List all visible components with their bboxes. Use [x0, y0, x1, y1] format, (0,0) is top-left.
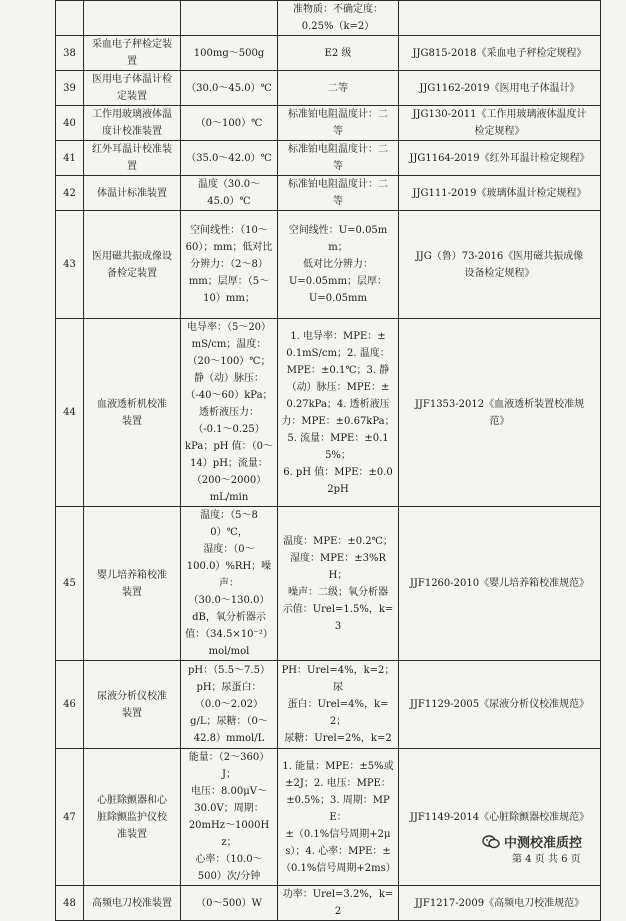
cell-range [181, 886, 278, 921]
cell-uncertainty [278, 661, 399, 749]
cell-standard [399, 661, 601, 749]
watermark-text: 中测校准质控 [504, 836, 583, 851]
cell-line: U=0.05mm [308, 293, 368, 304]
cell-line: 10）mm； [203, 293, 255, 304]
wechat-icon [482, 835, 500, 849]
cell-line: 备检定装置 [107, 267, 157, 279]
cell-line: JJF1260-2010《婴儿培养箱校准规范》 [409, 578, 590, 589]
row-number: 46 [56, 661, 84, 749]
cell-uncertainty [278, 176, 399, 211]
cell-line: 空间线性：（10～ [190, 225, 268, 236]
cell-line: 蛋白：Urel=4%，k=2； [287, 699, 389, 727]
cell-device [84, 886, 181, 921]
cell-line: 血液透析机校准 [97, 398, 167, 410]
cell-device [84, 319, 181, 507]
cell-device [84, 661, 181, 749]
cell-line: 湿度：（0～ [203, 544, 255, 555]
cell-line: 电导率：（5～20） [186, 322, 272, 333]
cell-device [84, 1, 181, 36]
cell-line: JJG1162-2019《医用电子体温计》 [419, 82, 580, 94]
cell-line: s）；4. 心率：MPE：± [285, 845, 391, 857]
cell-line: （-40～60）kPa； [185, 390, 273, 401]
cell-line: 6. pH 值：MPE：±0.02pH [283, 466, 393, 495]
cell-line: 1. 电导率：MPE：± [290, 330, 386, 342]
cell-line: （20～100）℃； [187, 356, 271, 367]
cell-line: ±（0.1%信号周期+2μ [285, 828, 391, 840]
cell-line: JJG111-2019《玻璃体温计检定规程》 [412, 187, 587, 199]
cell-line: 静（动）脉压： [194, 373, 264, 384]
cell-device [84, 749, 181, 886]
cell-line: 等 [333, 196, 343, 207]
cell-line: 等 [333, 126, 343, 137]
cell-line: 湿度：MPE：±3%RH； [289, 552, 387, 581]
cell-range [181, 661, 278, 749]
cell-line: U=0.05mm；层厚： [288, 276, 388, 287]
cell-line: 心脏除颤器和心 [97, 794, 167, 806]
cell-range [181, 211, 278, 319]
cell-standard [399, 1, 601, 36]
cell-line: 采血电子秤检定装 [92, 39, 172, 50]
cell-line: E2 级 [324, 47, 352, 59]
table-row [56, 1, 601, 36]
cell-line: 定装置 [117, 91, 147, 102]
cell-line: 能量：（2～360）J； [188, 752, 270, 780]
cell-device [84, 176, 181, 211]
row-number: 41 [56, 141, 84, 176]
cell-line: 30.0V；周期： [194, 803, 264, 814]
table-row [56, 211, 601, 319]
cell-line: 电压：8.00μV～ [191, 786, 267, 797]
cell-standard [399, 211, 601, 319]
cell-line: 500）次/分钟 [197, 871, 261, 882]
cell-line: （0.0～2.02） [194, 699, 264, 710]
row-number: 43 [56, 211, 84, 319]
cell-line: 标准铂电阻温度计：二 [288, 109, 388, 120]
cell-uncertainty [278, 71, 399, 106]
cell-uncertainty [278, 886, 399, 921]
cell-device [84, 141, 181, 176]
cell-line: 心率：（10.0～ [195, 854, 263, 865]
cell-standard [399, 141, 601, 176]
page-number: 第 4 页 共 6 页 [512, 854, 581, 865]
cell-line: 范》 [489, 415, 510, 427]
cell-uncertainty [278, 319, 399, 507]
cell-line: 功率：Urel=3.2%，k=2 [282, 889, 394, 917]
cell-range [181, 507, 278, 661]
cell-line: 45.0）℃ [207, 196, 251, 207]
watermark [482, 832, 582, 851]
cell-range [181, 319, 278, 507]
cell-line: ±0.5%；3. 周期：MPE： [286, 794, 390, 823]
cell-line: JJF1129-2005《尿液分析仪校准规范》 [409, 699, 590, 710]
cell-line: 42.8）mmol/L [193, 733, 265, 744]
cell-device [84, 36, 181, 71]
cell-line: JJG130-2011《工作用玻璃液体温度计 [412, 109, 587, 120]
cell-line: JJF1149-2014《心脏除颤器校准规范》 [409, 811, 590, 823]
cell-line: 等 [333, 161, 343, 172]
cell-uncertainty [278, 36, 399, 71]
table-row [56, 141, 601, 176]
table-body [56, 1, 601, 921]
cell-line: 医用电子体温计检 [92, 74, 172, 85]
cell-line: JJG（鲁）73-2016《医用磁共振成像 [415, 250, 584, 262]
cell-line: 脏除颤监护仪校 [97, 811, 167, 823]
cell-line: 100mg～500g [193, 47, 265, 59]
row-number: 48 [56, 886, 84, 921]
cell-uncertainty [278, 507, 399, 661]
row-number: 39 [56, 71, 84, 106]
cell-line: pH：（5.5～7.5） [188, 665, 270, 676]
cell-device [84, 71, 181, 106]
cell-line: 装置 [122, 415, 142, 427]
table-row [56, 176, 601, 211]
cell-line: （动）脉压：MPE：± [286, 381, 390, 393]
row-number: 45 [56, 507, 84, 661]
table-row [56, 106, 601, 141]
cell-line: 工作用玻璃液体温 [92, 109, 172, 120]
cell-line: 60）；mm；低对比 [185, 242, 273, 253]
cell-line: 示值：Urel=1.5%，k=3 [282, 603, 394, 632]
row-number [56, 1, 84, 36]
row-number: 47 [56, 749, 84, 886]
cell-line: 0.27kPa；4. 透析液压 [286, 398, 390, 410]
cell-line: （0～100）℃ [195, 117, 263, 129]
cell-line: pH；尿蛋白： [196, 682, 262, 693]
cell-line: 二等 [328, 82, 348, 94]
cell-line: 100.0）%RH；噪声： [186, 561, 272, 589]
cell-line: 尿糖：Urel=2%，k=2 [284, 733, 392, 744]
cell-line: JJF1217-2009《高频电刀校准规范》 [414, 897, 585, 909]
cell-range [181, 71, 278, 106]
cell-line: JJG815-2018《采血电子秤检定规程》 [412, 47, 587, 59]
cell-line: JJG1164-2019《红外耳温计检定规程》 [409, 152, 590, 164]
cell-line: （35.0～42.0）℃ [186, 152, 272, 164]
cell-range [181, 1, 278, 36]
cell-standard [399, 319, 601, 507]
cell-range [181, 36, 278, 71]
cell-line: 力：MPE：±0.67kPa； [281, 415, 395, 427]
cell-uncertainty [278, 1, 399, 36]
cell-line: 分辨力：（2～8） [190, 259, 268, 270]
cell-line: 5. 流量：MPE：±0.15%； [287, 432, 389, 461]
cell-line: 设备检定规程》 [464, 267, 535, 279]
cell-uncertainty [278, 141, 399, 176]
cell-line: mm；层厚：（5～ [188, 276, 270, 287]
table-row [56, 319, 601, 507]
row-number: 42 [56, 176, 84, 211]
cell-range [181, 106, 278, 141]
cell-line: PH：Urel=4%，k=2；尿 [281, 665, 395, 693]
cell-line: ±2J；2. 电压：MPE： [285, 777, 391, 789]
cell-line: 准装置 [117, 828, 147, 840]
table-row [56, 36, 601, 71]
cell-line: 红外耳温计校准装 [92, 144, 172, 155]
cell-line: dB，氧分析器示 [192, 612, 266, 623]
cell-line: 标准铂电阻温度计：二 [288, 144, 388, 155]
cell-line: 0.25%（k=2） [301, 21, 375, 32]
cell-standard [399, 36, 601, 71]
cell-line: 透析液压力： [199, 407, 259, 418]
cell-line: mol/mol [208, 646, 250, 657]
cell-line: 体温计标准装置 [97, 187, 167, 199]
cell-line: kPa；pH 值：（0～ [185, 441, 273, 452]
cell-standard [399, 886, 601, 921]
cell-uncertainty [278, 749, 399, 886]
table-row [56, 886, 601, 921]
cell-line: MPE：±0.1℃；3. 静 [286, 364, 390, 376]
cell-line: 值：（34.5×10⁻²） [185, 629, 273, 640]
cell-line: （30.0～130.0） [188, 595, 270, 606]
cell-line: （-0.1～0.25） [193, 424, 265, 435]
cell-line: 准物质：不确定度： [293, 4, 383, 15]
cell-line: 低对比分辨力： [303, 259, 373, 270]
cell-line: 标准铂电阻温度计：二 [288, 179, 388, 190]
cell-device [84, 106, 181, 141]
row-number: 38 [56, 36, 84, 71]
cell-line: 尿液分析仪校准 [97, 690, 167, 702]
cell-line: 温度：（5～80）℃， [200, 510, 258, 538]
cell-device [84, 507, 181, 661]
cell-range [181, 749, 278, 886]
cell-line: 20mHz～1000Hz； [188, 820, 270, 848]
cell-line: mL/min [209, 492, 249, 503]
cell-line: （200～2000） [191, 475, 267, 486]
table-row [56, 507, 601, 661]
cell-standard [399, 106, 601, 141]
cell-line: 空间线性：U=0.05mm； [288, 225, 388, 253]
cell-uncertainty [278, 106, 399, 141]
cell-standard [399, 71, 601, 106]
equipment-table [55, 0, 601, 921]
table-row [56, 71, 601, 106]
cell-line: （0～500）W [196, 897, 262, 909]
cell-line: 高频电刀校准装置 [92, 897, 172, 909]
cell-line: （0.1%信号周期+2ms） [281, 862, 396, 874]
cell-line: 度计校准装置 [102, 126, 162, 137]
cell-standard [399, 507, 601, 661]
cell-line: 0.1mS/cm；2. 温度： [286, 347, 390, 359]
cell-line: 温度（30.0～ [197, 179, 261, 190]
cell-line: （30.0～45.0）℃ [186, 82, 272, 94]
cell-line: 医用磁共振成像设 [92, 250, 172, 262]
cell-range [181, 141, 278, 176]
cell-line: 噪声：二级；氧分析器 [288, 586, 388, 598]
cell-line: mS/cm；温度： [191, 339, 267, 350]
cell-line: 14）pH；流量： [190, 458, 268, 469]
cell-range [181, 176, 278, 211]
cell-line: 装置 [122, 707, 142, 719]
cell-standard [399, 176, 601, 211]
cell-uncertainty [278, 211, 399, 319]
table-row [56, 661, 601, 749]
cell-line: 检定规程》 [474, 126, 525, 137]
row-number: 44 [56, 319, 84, 507]
cell-line: 婴儿培养箱校准 [97, 569, 167, 581]
cell-line: 装置 [122, 586, 142, 598]
cell-device [84, 211, 181, 319]
cell-line: 置 [127, 161, 137, 172]
cell-line: 温度：MPE：±0.2℃； [283, 535, 393, 547]
cell-line: JJF1353-2012《血液透析装置校准规 [414, 398, 585, 410]
cell-line: 置 [127, 56, 137, 67]
row-number: 40 [56, 106, 84, 141]
cell-line: 1. 能量：MPE：±5%或 [282, 760, 394, 772]
cell-line: g/L；尿糖：（0～ [190, 716, 268, 727]
